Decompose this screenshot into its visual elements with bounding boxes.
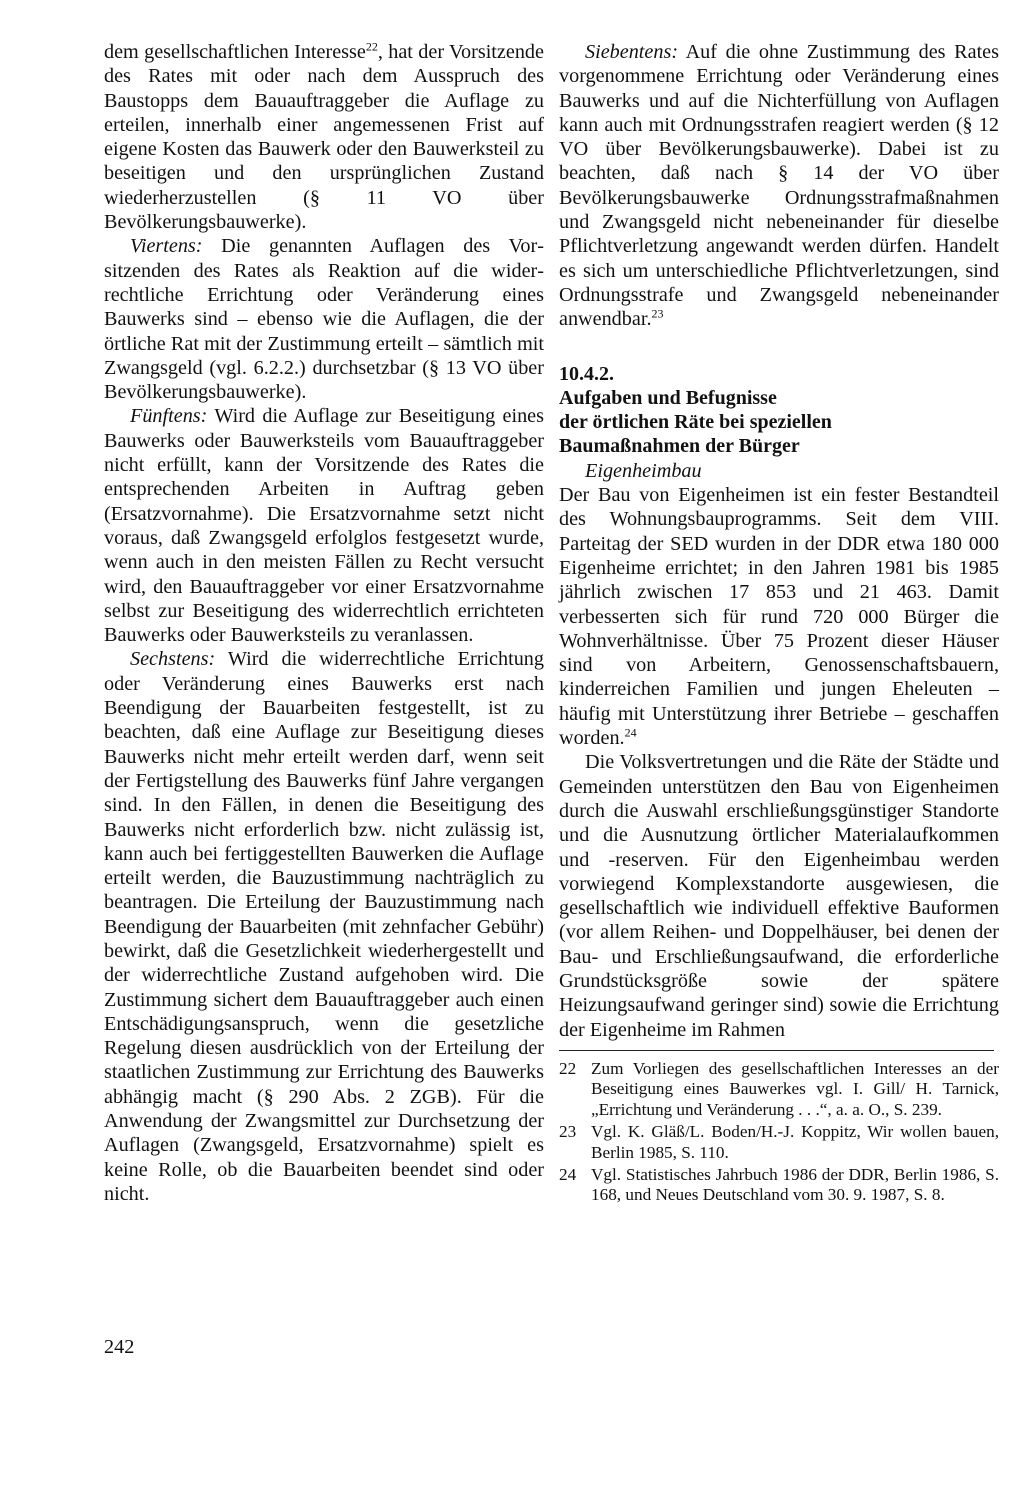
subheading-eigenheimbau: Eigenheimbau xyxy=(585,459,702,482)
page-number: 242 xyxy=(104,1336,135,1358)
paragraph-siebentens xyxy=(559,40,999,332)
section-heading xyxy=(559,362,999,459)
footnote-item xyxy=(559,1122,999,1163)
footnote-item xyxy=(559,1165,999,1206)
footnote-number: 23 xyxy=(559,1122,577,1142)
footnote-number: 24 xyxy=(559,1164,577,1184)
paragraph-text: Wird die Auflage zur Beseitigung eines Bauwerks oder Bauwerksteils vom Bauauftraggeber nicht erfüllt, kann der Vorsitzende des Rates die entsprechenden Arbeiten in Auftrag geben (Ersatzvornahme). Die Ersatzvornahme setzt nicht voraus, daß Zwangsgeld erfolglos festgesetzt wurde, wenn auch in den meisten Fällen zu Recht versucht wird, den Bauauftraggeber vor einer Ersatzvornahme selbst zur Beseitigung des widerrechtlich errichteten Bauwerks oder Bauwerksteils zu veranlassen. xyxy=(104,405,544,647)
section-title-line: der örtlichen Räte bei speziellen xyxy=(559,411,832,434)
paragraph-text: Die genannten Auflagen des Vorsitzenden des Rates als Reaktion auf die widerrechtliche Errichtung oder Veränderung eines Bauwerks sind – ebenso wie die Auflagen, die der örtliche Rat mit der Zustimmung erteilt – sämtlich mit Zwangsgeld (vgl. 6.2.2.) durchsetzbar (§ 13 VO über Bevölkerungsbauwerke). xyxy=(104,235,544,404)
footnotes xyxy=(559,1059,999,1206)
paragraph-viertens xyxy=(104,234,544,404)
paragraph-lead: Sechstens: xyxy=(130,648,216,671)
paragraph-sechstens xyxy=(104,647,544,1206)
paragraph-lead: Fünftens: xyxy=(130,405,208,428)
paragraph-text: Der Bau von Eigenheimen ist ein fester Bestandteil des Wohnungsbauprogramms. Seit dem VIII. Parteitag der SED wurden in der DDR etwa 180 000 Eigenheime errichtet; in den Jahren 1981 bis 1985 jährlich zwischen 17 853 und 21 463. Damit verbesserten sich für rund 720 000 Bürger die Wohnverhältnisse. Über 75 Prozent dieser Häuser sind von Arbeitern, Genossenschaftsbauern, kinderreichen Familien und jungen Eheleuten – häufig mit Unterstützung ihrer Betriebe – geschaffen worden. xyxy=(559,484,999,750)
footnote-text: Vgl. K. Gläß/L. Boden/H.-J. Koppitz, Wir wollen bauen, Berlin 1985, S. 110. xyxy=(591,1122,999,1162)
paragraph-lead: Siebentens: xyxy=(585,41,679,63)
footnote-number: 22 xyxy=(559,1058,577,1078)
paragraph-text: Wird die widerrechtliche Errichtung oder Veränderung eines Bauwerks erst nach Beendigung der Bauarbeiten festgestellt, ist zu beachten, daß eine Auflage zur Beseitigung dieses Bauwerks nicht mehr erteilt werden darf, wenn seit der Fertigstellung des Bauwerks fünf Jahre vergangen sind. In den Fällen, in denen die Beseitigung des Bauwerks nicht erforderlich bzw. nicht zulässig ist, kann auch bei fertiggestellten Bauwerken die Auflage erteilt werden, die Bauzustimmung nachträglich zu beantragen. Die Erteilung der Bauzustimmung nach Beendigung der Bauarbeiten (mit zehnfacher Gebühr) bewirkt, daß die Gesetzlichkeit wiederhergestellt und der widerrechtliche Zustand aufgehoben wird. Die Zustimmung sichert dem Bauauftraggeber auch einen Entschädigungsanspruch, wenn die gesetzliche Regelung diesen ausdrücklich von der Erteilung der staatlichen Zustimmung zur Errichtung des Bauwerks abhängig macht (§ 290 Abs. 2 ZGB). Für die Anwendung der Zwangsmittel zur Durchsetzung der Auflagen (Zwangsgeld, Ersatzvornahme) spielt es keine Rolle, ob die Bauarbeiten beendet sind oder nicht. xyxy=(104,648,544,1205)
paragraph-text: dem gesellschaftlichen Interesse xyxy=(104,41,366,63)
footnote-ref-24[interactable]: 24 xyxy=(624,725,637,740)
footnote-ref-22[interactable]: 22 xyxy=(365,39,378,54)
footnote-text: Zum Vorliegen des gesellschaftlichen Interesses an der Beseitigung eines Bauwerkes vgl. I. Gill/ H. Tarnick, „Errichtung und Veränderung . . .“, a. a. O., S. 239. xyxy=(591,1058,999,1119)
paragraph-fuenftens xyxy=(104,404,544,647)
footnote-divider xyxy=(559,1050,994,1051)
paragraph-volksvertretungen: Die Volksvertretungen und die Räte der Städte und Gemeinden unterstützen den Bau von Eigenheimen durch die Auswahl erschließungsgünstiger Standorte und die Ausnutzung örtlicher Materialaufkommen und -reserven. Für den Eigenheimbau werden vorwiegend Komplexstandorte ausgewiesen, die gesellschaftlich wie individuell effektive Bauformen (vor allem Reihen- und Doppelhäuser, bei denen der Bau- und Erschließungsaufwand, die erforderliche Grundstücksgröße sowie der spätere Heizungsaufwand geringer sind) sowie die Errichtung der Eigenheime im Rahmen xyxy=(559,751,999,1041)
footnote-item xyxy=(559,1059,999,1120)
right-column xyxy=(559,40,999,1208)
footnote-text: Vgl. Statistisches Jahrbuch 1986 der DDR, Berlin 1986, S. 168, und Neues Deutschland vom 30. 9. 1987, S. 8. xyxy=(591,1164,999,1205)
paragraph-text: , hat der Vorsitzende des Rates mit oder nach dem Ausspruch des Baustopps dem Bauauftraggeber die Auflage zu erteilen, innerhalb einer angemessenen Frist auf eigene Kosten das Bauwerk oder den Bauwerksteil zu beseitigen und den ursprünglichen Zustand wiederherzustellen (§ 11 VO über Bevölkerungsbauwerke). xyxy=(104,41,544,234)
paragraph-lead: Viertens: xyxy=(130,235,203,258)
section-number: 10.4.2. xyxy=(559,362,614,385)
section-title-line: Baumaßnahmen der Bürger xyxy=(559,435,800,458)
left-column xyxy=(104,40,544,1206)
paragraph-eigenheime xyxy=(559,483,999,750)
paragraph-interesse xyxy=(104,40,544,234)
section-title-line: Aufgaben und Befugnisse xyxy=(559,386,777,409)
footnote-ref-23[interactable]: 23 xyxy=(651,306,664,321)
paragraph-text: Auf die ohne Zustimmung des Rates vorgenommene Errichtung oder Veränderung eines Bauwerks und auf die Nichterfüllung von Auflagen kann auch mit Ordnungsstrafen reagiert werden (§ 12 VO über Bevölkerungsbauwerke). Dabei ist zu beachten, daß nach § 14 der VO über Bevölkerungsbauwerke Ordnungsstrafmaßnahmen und Zwangsgeld nicht nebeneinander für dieselbe Pflichtverletzung angewandt werden dürfen. Handelt es sich um unterschiedliche Pflichtverletzungen, sind Ordnungsstrafe und Zwangsgeld nebeneinander anwendbar. xyxy=(559,41,999,331)
